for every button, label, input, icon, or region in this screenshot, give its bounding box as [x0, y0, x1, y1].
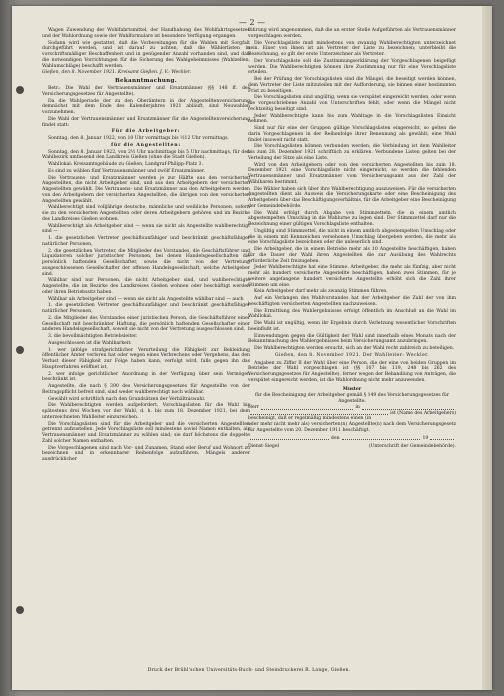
right-paragraph: Der Vorschlagsliste soll die Zustimmungserklärung der Vorgeschlagenen beigefügt werden. Die Wahlberechtigten können ihre Zustimmung nur für eine Vorschlagsliste erteilen. [248, 58, 456, 76]
right-paragraph: Die Wahlberechtigten werden ersucht, sich an der Wahl recht zahlreich zu beteiligen. [254, 346, 455, 351]
form-blank [342, 436, 421, 441]
left-paragraph: 1. die gesetzlichen Vertreter geschäftsunfähiger und beschränkt geschäftsfähiger natürlicher Personen, [42, 236, 250, 247]
form-signature-label: (Unterschrift der Gemeindebehörde). [368, 444, 456, 450]
right-paragraph: Einwendungen gegen die Gültigkeit der Wahl sind innerhalb eines Monats nach der Bekanntmachung des Wahlergebnisses beim Versicherungsamt anzubringen. [248, 333, 456, 345]
left-subheading: für die Angestellten: [111, 142, 181, 148]
form-blank [362, 405, 454, 410]
right-paragraph: Die Wahl erfolgt durch Abgabe von Stimmzetteln, die in einem amtlich abgestempelten Umschlag in die Wahlurne zu legen sind. Der Stimmzettel darf nur die Bezeichnung einer gültigen Vorschlagsliste enthalten. [248, 210, 456, 227]
right-paragraph: Ungültig sind Stimmzettel, die nicht in einem amtlich abgestempelten Umschlag oder die in einem mit Kennzeichen versehenen Umschlag übergeben werden, die mehr als eine Vorschlagsliste bezeichnen oder die unleserlich sind. [248, 228, 456, 246]
right-paragraph: Sind nur für eine der Gruppen gültige Vorschlagslisten eingereicht, so gelten die darin Vorgeschlagenen in der Reihenfolge ihrer Benennung als gewählt; eine Wahl findet insoweit nicht statt. [248, 126, 456, 143]
page-number: — 2 — [238, 18, 266, 27]
left-paragraph: Die Vorschlagslisten sind für die Arbeitgeber und die versicherten Angestellten getrennt aufzustellen. Jede Vorschlagsliste soll mindestens soviel Namen enthalten, als Vertrauensmänner und Ersatzmänner zu wählen sind; sie darf höchstens die doppelte Zahl solcher Namen enthalten. [42, 421, 250, 444]
right-paragraph: Die Vorschlagslisten können verbunden werden; die Verbindung ist dem Wahlleiter bis zum 28. Dezember 1921 schriftlich zu erklären. Verbundene Listen gelten bei der Verteilung der Sitze als eine Liste. [248, 144, 456, 161]
certificate-form [248, 387, 456, 451]
left-paragraph: Ausgeschlossen ist die Wahlbarkeit: [48, 340, 132, 346]
left-paragraph: Die Vertrauens- und Ersatzmänner werden je zur Hälfte aus den versicherten Angestellten, die nicht Arbeitgeber sind, und aus den Arbeitgebern der versicherten Angestellten gewählt. Die Vertrauens- und Ersatzmänner aus den Arbeitgebern werden von den Arbeitgebern der versicherten Angestellten, die übrigen von den versicherten Angestellten gewählt. [42, 175, 250, 204]
form-blank [430, 436, 454, 441]
form-blank [261, 405, 353, 410]
form-line-1-mid: in [355, 404, 360, 410]
form-title: Muster [342, 386, 362, 392]
right-paragraph: Die Vorschlagsliste muß mindestens von zwanzig Wahlberechtigten unterzeichnet sein. Einer von ihnen ist als Vertreter der Liste zu bezeichnen; unterbleibt die Bezeichnung, so gilt der erste Unterzeichner als Vertreter. [248, 40, 456, 57]
right-paragraph: Bei der Prüfung der Vorschlagslisten sind die Mängel, die beseitigt werden können, dem Vertreter der Liste mitzuteilen mit der Aufforderung, sie binnen einer bestimmten Frist zu beseitigen. [248, 77, 456, 94]
left-paragraph: 2. die Mitglieder des Vorstandes einer juristischen Person, die Geschäftsführer einer Gesellschaft mit beschränkter Haftung, die persönlich haftenden Gesellschafter einer anderen Handelsgesellschaft, soweit sie nicht von der Vertretung ausgeschlossen sind, [42, 315, 250, 333]
right-paragraph: führung wird angenommen, daß die an erster Stelle Aufgeführten als Vertrauensmänner vorgeschlagen werden. [248, 28, 456, 39]
left-column [42, 28, 250, 464]
left-paragraph: Angestellte, die nach § 390 des Versicherungsgesetzes für Angestellte von der Beitragspflicht befreit sind, sind weder wahlberechtigt noch wählbar. [42, 384, 250, 395]
left-paragraph: Wahlberechtigt als Arbeitgeber sind — wenn sie nicht als Angestellte wahlberechtigt sind — [42, 223, 250, 235]
left-paragraph: Wählbar als Arbeitgeber sind — wenn sie nicht als Angestellte wählbar sind — auch [48, 296, 244, 302]
document-page [12, 6, 492, 690]
right-paragraph: Jeder Wahlberechtigte kann bis zum Wahltage in die Vorschlagslisten Einsicht nehmen. [248, 113, 456, 125]
right-paragraph: Die Wahl ist ungültig, wenn ihr Ergebnis durch Verletzung wesentlicher Vorschriften beeinflußt ist. [248, 321, 456, 332]
left-paragraph: 1. wer infolge strafgerichtlicher Verurteilung die Fähigkeit zur Bekleidung öffentlicher Ämter verloren hat oder wegen eines Verbrechens oder Vergehens, das den Verlust dieser Fähigkeit zur Folge haben kann, verfolgt wird, falls gegen ihn das Hauptverfahren eröffnet ist, [42, 347, 250, 370]
form-blank [250, 436, 329, 441]
right-paragraph: Jeder Wahlberechtigte hat eine Stimme. Arbeitgeber, die mehr als fünfzig, aber nicht mehr als hundert versicherte Angestellte beschäftigen, haben zwei Stimmen, für je weitere angefangene hundert versicherte Angestellte erhöht sich die Zahl ihrer Stimmen um eine. [248, 265, 456, 288]
form-line-2-label: ist (Name des Arbeitgebers) [390, 410, 456, 416]
left-paragraph: Wahlberechtigt sind volljährige deutsche, männliche und weibliche Personen, sofern sie zu den versicherten Angestellten oder deren Arbeitgebern gehören und im Bezirke des Landkreises Gießen wohnen. [42, 205, 250, 222]
left-paragraph: Sodann wird wie gestattet, daß die Vorbereitungen für die Wahlen mit Sorgfalt durchgeführt werden, und ist darauf zu achten, daß die Wählerlisten in vorschriftsmäßiger Beschaffenheit und in genügender Anzahl vorhanden sind, und daß die notwendigen Vorrichtungen für die Sicherung des Wahlgeheimnisses (Wahlzellen, Wahlumschläge) beschafft werden. [42, 40, 250, 69]
right-signature: Gießen, den 8. November 1921. Der Wahlleiter: Weckler. [274, 352, 430, 358]
right-column [248, 28, 456, 450]
left-paragraph: Die Wahl der Vertrauensmänner und Ersatzmänner für die Angestelltenversicherung findet statt: [42, 116, 250, 128]
left-paragraph: 3. die bevollmächtigten Betriebsleiter. [48, 334, 138, 339]
form-seal-row [248, 444, 456, 450]
left-paragraph: Wählbar sind nur Personen, die nicht Arbeitgeber sind, und wahlberechtigte Angestellte, die im Bezirke des Landkreises Gießen wohnen oder beschäftigt werden oder ihren Betriebssitz haben. [42, 278, 250, 295]
right-paragraph: Angaben zu Ziffer II der Wahl über eine Person, die der eine von beiden Gruppen im Betriebe der Wahl vorgeschlagen ist (§§ 107 bis 119, 248 bis 262 des Versicherungsgesetzes für Angestellte), ferner wegen der Behandlung von Anträgen, die verspätet eingereicht werden, ist die Wahlordnung nicht mehr anzuwenden. [248, 360, 456, 383]
left-paragraph: Die Wahlberechtigten werden aufgefordert, Vorschlagslisten für die Wahl bis spätestens drei Wochen vor der Wahl, d. h. bis zum 18. Dezember 1921, bei dem unterzeichneten Wahlleiter einzureichen. [42, 403, 250, 420]
left-paragraph: Es sind zu wählen fünf Vertrauensmänner und zwölf Ersatzmänner. [48, 168, 206, 174]
form-date-line [248, 436, 456, 442]
form-blank [250, 411, 388, 416]
left-heading: Bekanntmachung. [114, 78, 177, 84]
left-paragraph: 1. die gesetzlichen Vertreter geschäftsunfähiger und beschränkt geschäftsfähiger natürlicher Personen, [42, 303, 250, 314]
left-paragraph: Sonntag, den 8. Januar 1922, von 2½ Uhr nachmittags bis 5 Uhr nachmittags, für den Wahlbezirk umfassend den Landkreis Gießen (ohne die Stadt Gießen). [42, 149, 250, 161]
form-subtitle: für die Bescheinigung der Arbeitgeber gemäß § 149 des Versicherungsgesetzes für Angestellte. [255, 393, 449, 404]
left-paragraph: 2. wer infolge gerichtlicher Anordnung in der Verfügung über sein Vermögen beschränkt ist. [42, 371, 250, 383]
left-paragraph: Die Vorgeschlagenen sind nach Vor- und Zunamen, Stand oder Beruf und Wohnort zu bezeichnen und in erkennbarer Reihenfolge aufzuführen. Mängels anderer ausdrücklicher [42, 445, 250, 462]
left-paragraph: 2. die gesetzlichen Vertreter, die Mitglieder des Vorstandes, die Geschäftsführer und Liquidatoren solcher juristischer Personen, bei denen Handelsgesellschaften die persönlich haftenden Gesellschafter, sowie die nicht von der Vertretung ausgeschlossenen Gesellschafter der offenen Handelsgesellschaft, welche Arbeitgeber sind. [42, 248, 250, 277]
left-paragraph: Sonntag, den 8. Januar 1922, von 10 Uhr vormittags bis ½12 Uhr vormittags, [48, 136, 229, 141]
right-paragraph: Die Wähler haben sich über ihre Wahlberechtigung auszuweisen. Für die versicherten Angestellten dient als Ausweis die Versicherungskarte oder eine Bescheinigung des Arbeitgebers über das Beschäftigungsverhältnis, für die Arbeitgeber eine Bescheinigung der Gemeindebehörde. [248, 186, 456, 209]
form-line-3: bescheinigt, daß er regelmäßig mindestens einen (in [248, 416, 372, 422]
right-paragraph: Wird von den Arbeitgebern oder von den versicherten Angestellten bis zum 18. Dezember 1921 eine Vorschlagsliste nicht eingereicht, so werden die fehlenden Vertrauensmänner und Ersatzmänner vom Versicherungsamt aus der Zahl der Wählbaren bestimmt. [248, 162, 456, 185]
left-paragraph: Gewählt wird schriftlich nach den Grundsätzen der Verhältniswahl. [48, 396, 206, 402]
form-line-1-label: Herr [248, 404, 260, 410]
left-paragraph: Wahllokal: Kreisamtsgebäude zu Gießen, Landgraf-Philipp-Platz 3. [48, 162, 203, 167]
form-line-4: oder mehr nicht mehr als) versicherten(n) Angestellte(n) nach dem Versicherungsgesetz für Angestellte vom 20. Dezember 1911 beschäftigt. [248, 422, 456, 433]
left-subheading: Für die Arbeitgeber: [111, 129, 181, 135]
right-paragraph: Auf ein Verlangen des Wahlvorstandes hat der Arbeitgeber die Zahl der von ihm beschäftigten versicherten Angestellten nachzuweisen. [248, 296, 456, 307]
right-paragraph: Die Ermittlung des Wahlergebnisses erfolgt öffentlich im Anschluß an die Wahl im Wahllokal. [248, 308, 456, 320]
right-paragraph: Die Vorschlagslisten sind ungültig, wenn sie verspätet eingereicht werden, oder wenn die vorgeschriebene Anzahl von Unterschriften fehlt, oder wenn die Mängel nicht rechtzeitig beseitigt sind. [248, 95, 456, 112]
form-seal-label: Dienst-Siegel [248, 444, 280, 450]
right-paragraph: Die Arbeitgeber, die in einem Betriebe mehr als 10 Angestellte beschäftigen, haben für die Dauer der Wahl ihren Angestellten die zur Ausübung des Wahlrechts erforderliche Zeit freizugeben. [248, 247, 456, 264]
left-signature: Gießen, den 8. November 1921. Kreisamt Gießen. J. V.: Weckler. [42, 70, 192, 76]
right-paragraph: Kein Arbeitgeber darf mehr als zwanzig Stimmen führen. [254, 289, 388, 295]
left-paragraph: Betr.: Die Wahl der Vertrauensmänner und Ersatzmänner (§§ 148 ff. des Versicherungsgesetzes für Angestellte). [42, 86, 250, 97]
page-edge [482, 6, 492, 690]
left-paragraph: Da die Wahlperiode der zu den Oberämtern in der Angestelltenversicherung demnächst mit dem Ende des Kalenderjahres 1921 abläuft, sind Neuwahlen vorzunehmen. [42, 98, 250, 115]
printer-imprint: Druck der Brühl'schen Universitäts-Buch- und Steindruckerei R. Lange, Gießen. [147, 668, 351, 673]
form-date-label: den [330, 435, 340, 441]
left-paragraph: Wagen Zuwendung der Wohlfahrtsmittel, der Handhabung des Wohlfahrtsgesetzes und der Wahlordnung sowie der Wahlformulare ist besondere Verfügung ergangen. [42, 28, 250, 39]
form-year-label: 19 [422, 435, 429, 441]
